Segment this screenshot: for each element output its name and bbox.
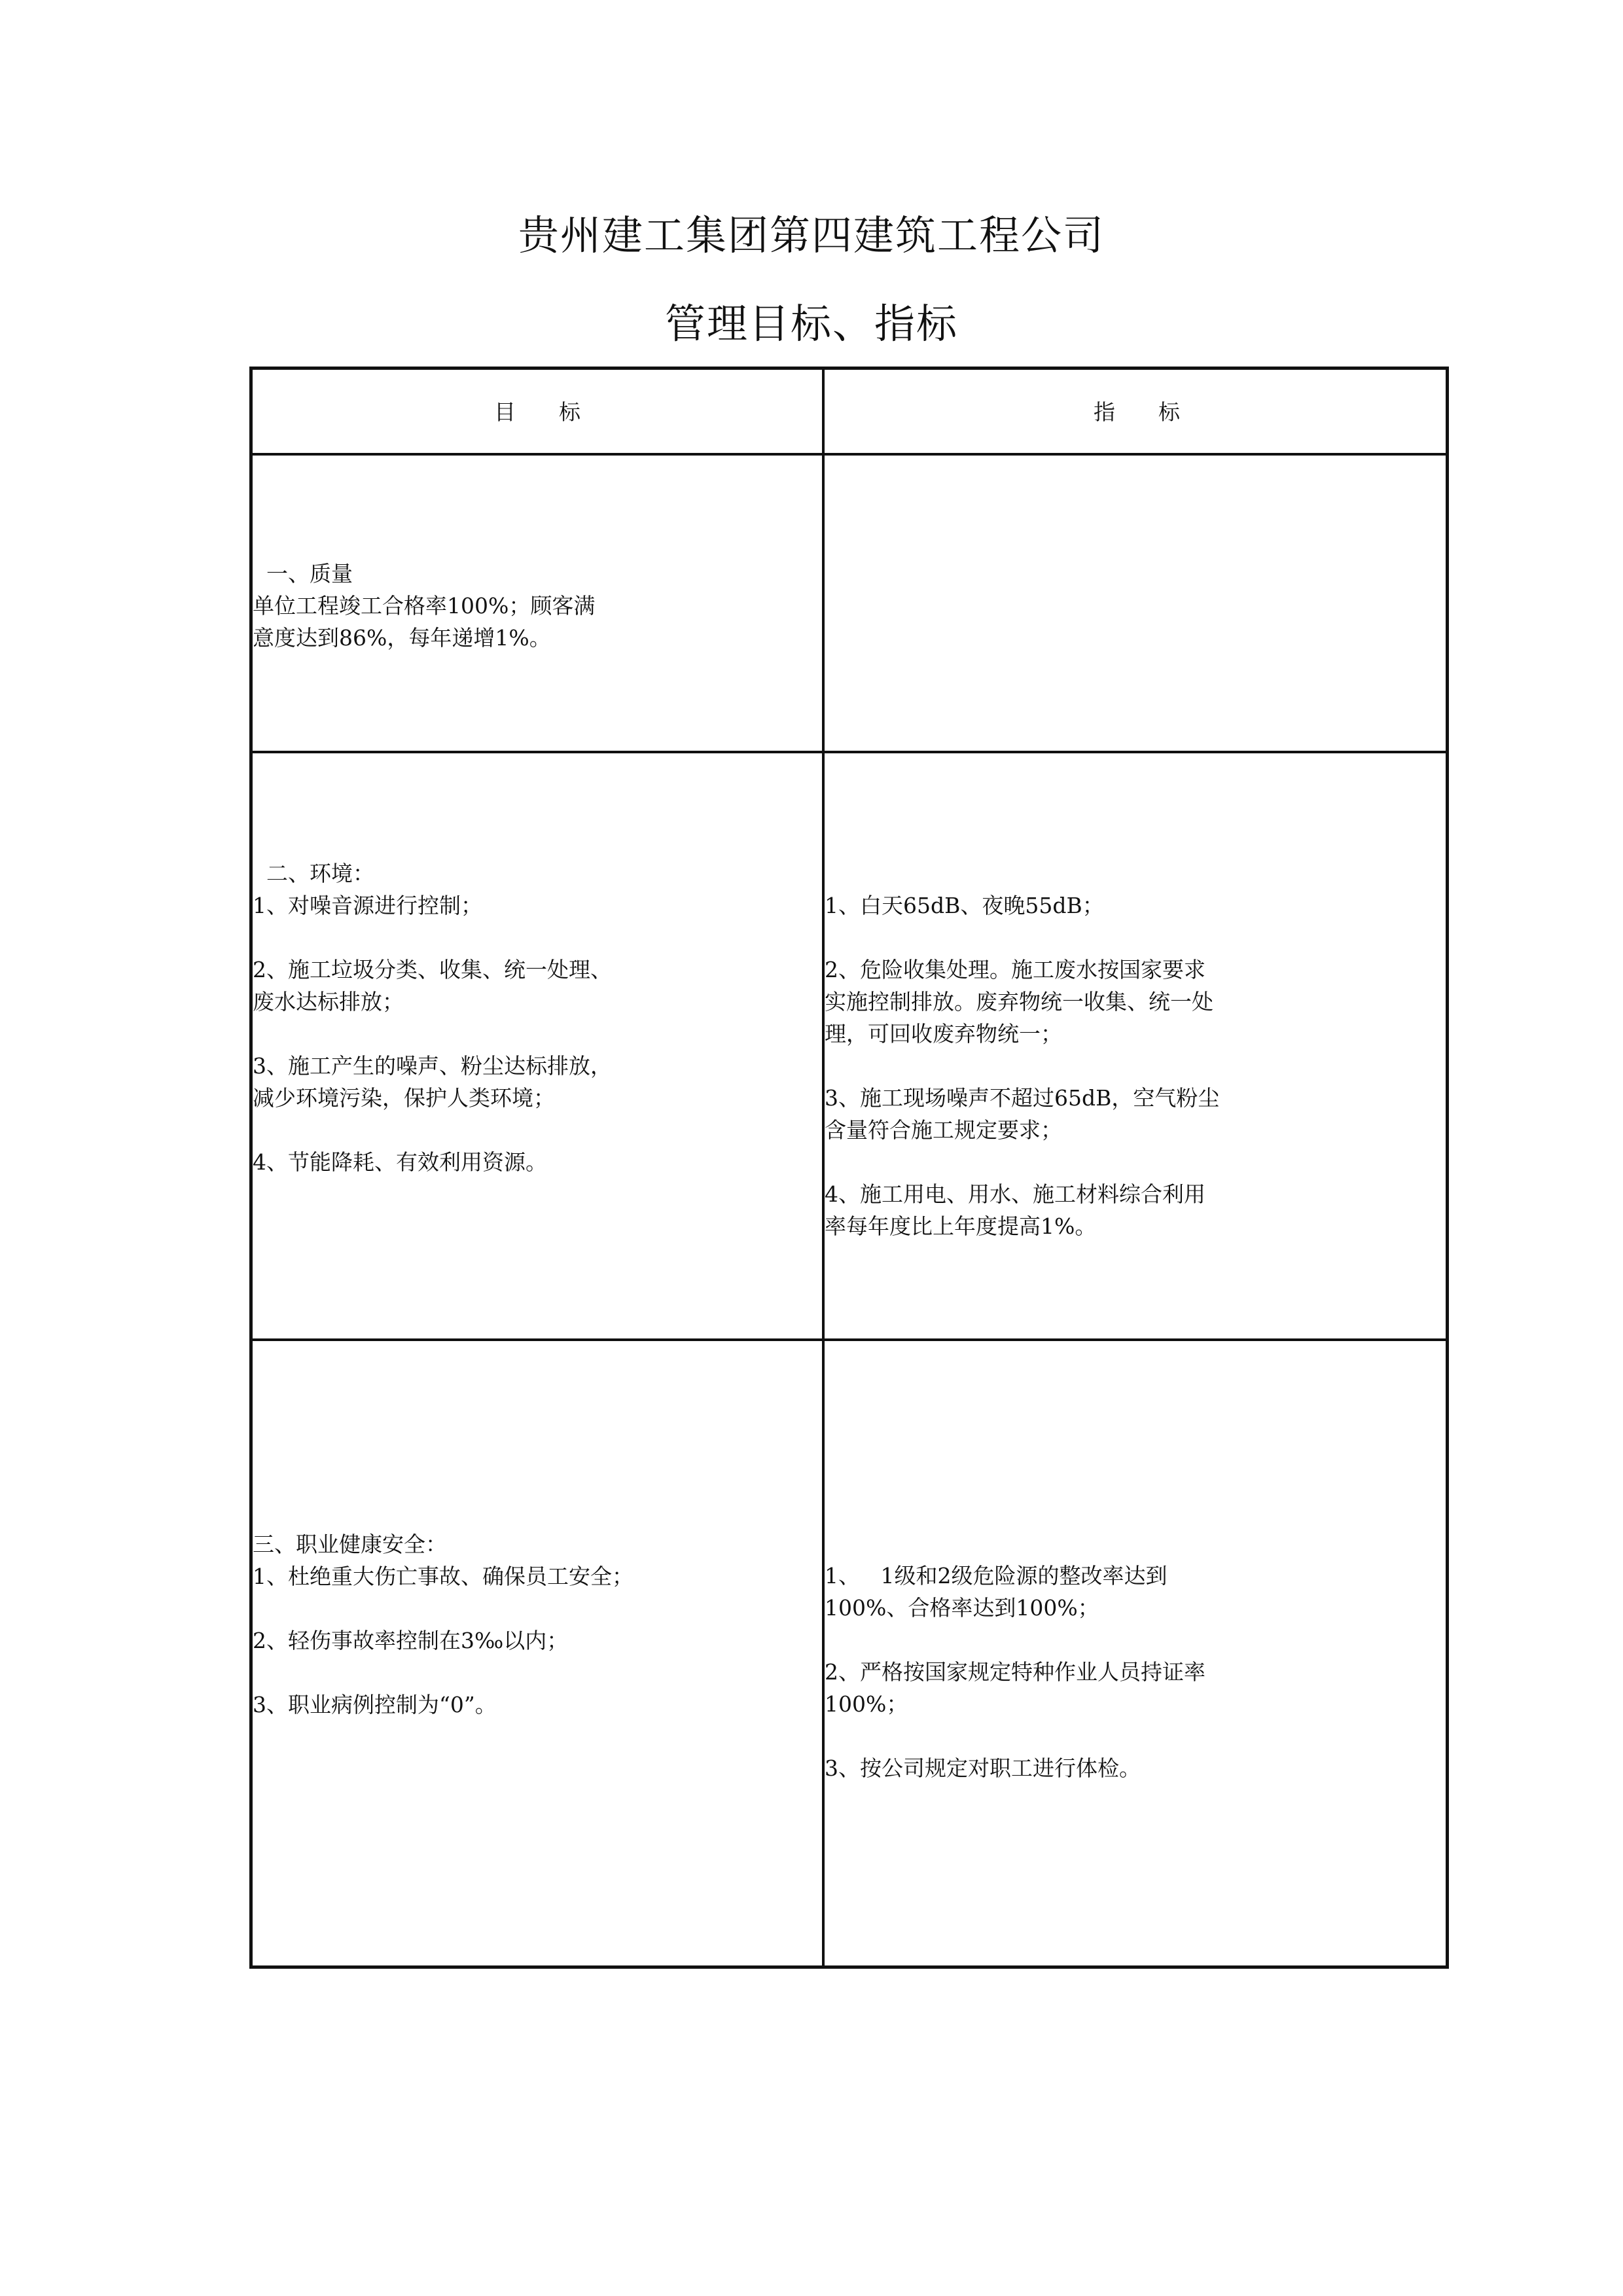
management-goals-table xyxy=(249,367,1449,1969)
quality-goal-cell: 一、质量 单位工程竣工合格率100%；顾客满 意度达到86%，每年递增1%。 xyxy=(253,561,596,651)
safety-goal-cell: 三、职业健康安全： 1、杜绝重大伤亡事故、确保员工安全； 2、轻伤事故率控制在3‰以内； 3、职业病例控制为“0”。 xyxy=(253,1532,633,1717)
column-header-goals xyxy=(253,396,822,428)
column-header-goals-label: 目 标 xyxy=(494,399,580,425)
environment-indicator-cell: 1、白天65dB、夜晚55dB； 2、危险收集处理。施工废水按国家要求 实施控制排放。废弃物统一收集、统一处 理，可回收废弃物统一； 3、施工现场噪声不超过65dB，空气粉尘 含量符合施工规定要求； 4、施工用电、用水、施工材料综合利用 率每年度比上年度提高1%。 xyxy=(825,893,1220,1239)
quality-indicator-cell xyxy=(825,456,1446,751)
column-header-indicators-label: 指 标 xyxy=(1094,399,1180,425)
safety-indicator-cell: 1、 1级和2级危险源的整改率达到 100%、合格率达到100%； 2、严格按国家规定特种作业人员持证率 100%； 3、按公司规定对职工进行体检。 xyxy=(825,1563,1205,1781)
environment-goal-cell: 二、环境： 1、对噪音源进行控制； 2、施工垃圾分类、收集、统一处理、 废水达标排放； 3、施工产生的噪声、粉尘达标排放， 减少环境污染，保护人类环境； 4、节能降耗、有效利用资源。 xyxy=(253,861,612,1175)
document-subtitle: 管理目标、指标 xyxy=(664,300,958,348)
row-divider-quality xyxy=(253,751,1446,753)
column-header-indicators xyxy=(825,396,1449,428)
company-title: 贵州建工集团第四建筑工程公司 xyxy=(518,211,1105,259)
row-divider-environment xyxy=(253,1338,1446,1341)
